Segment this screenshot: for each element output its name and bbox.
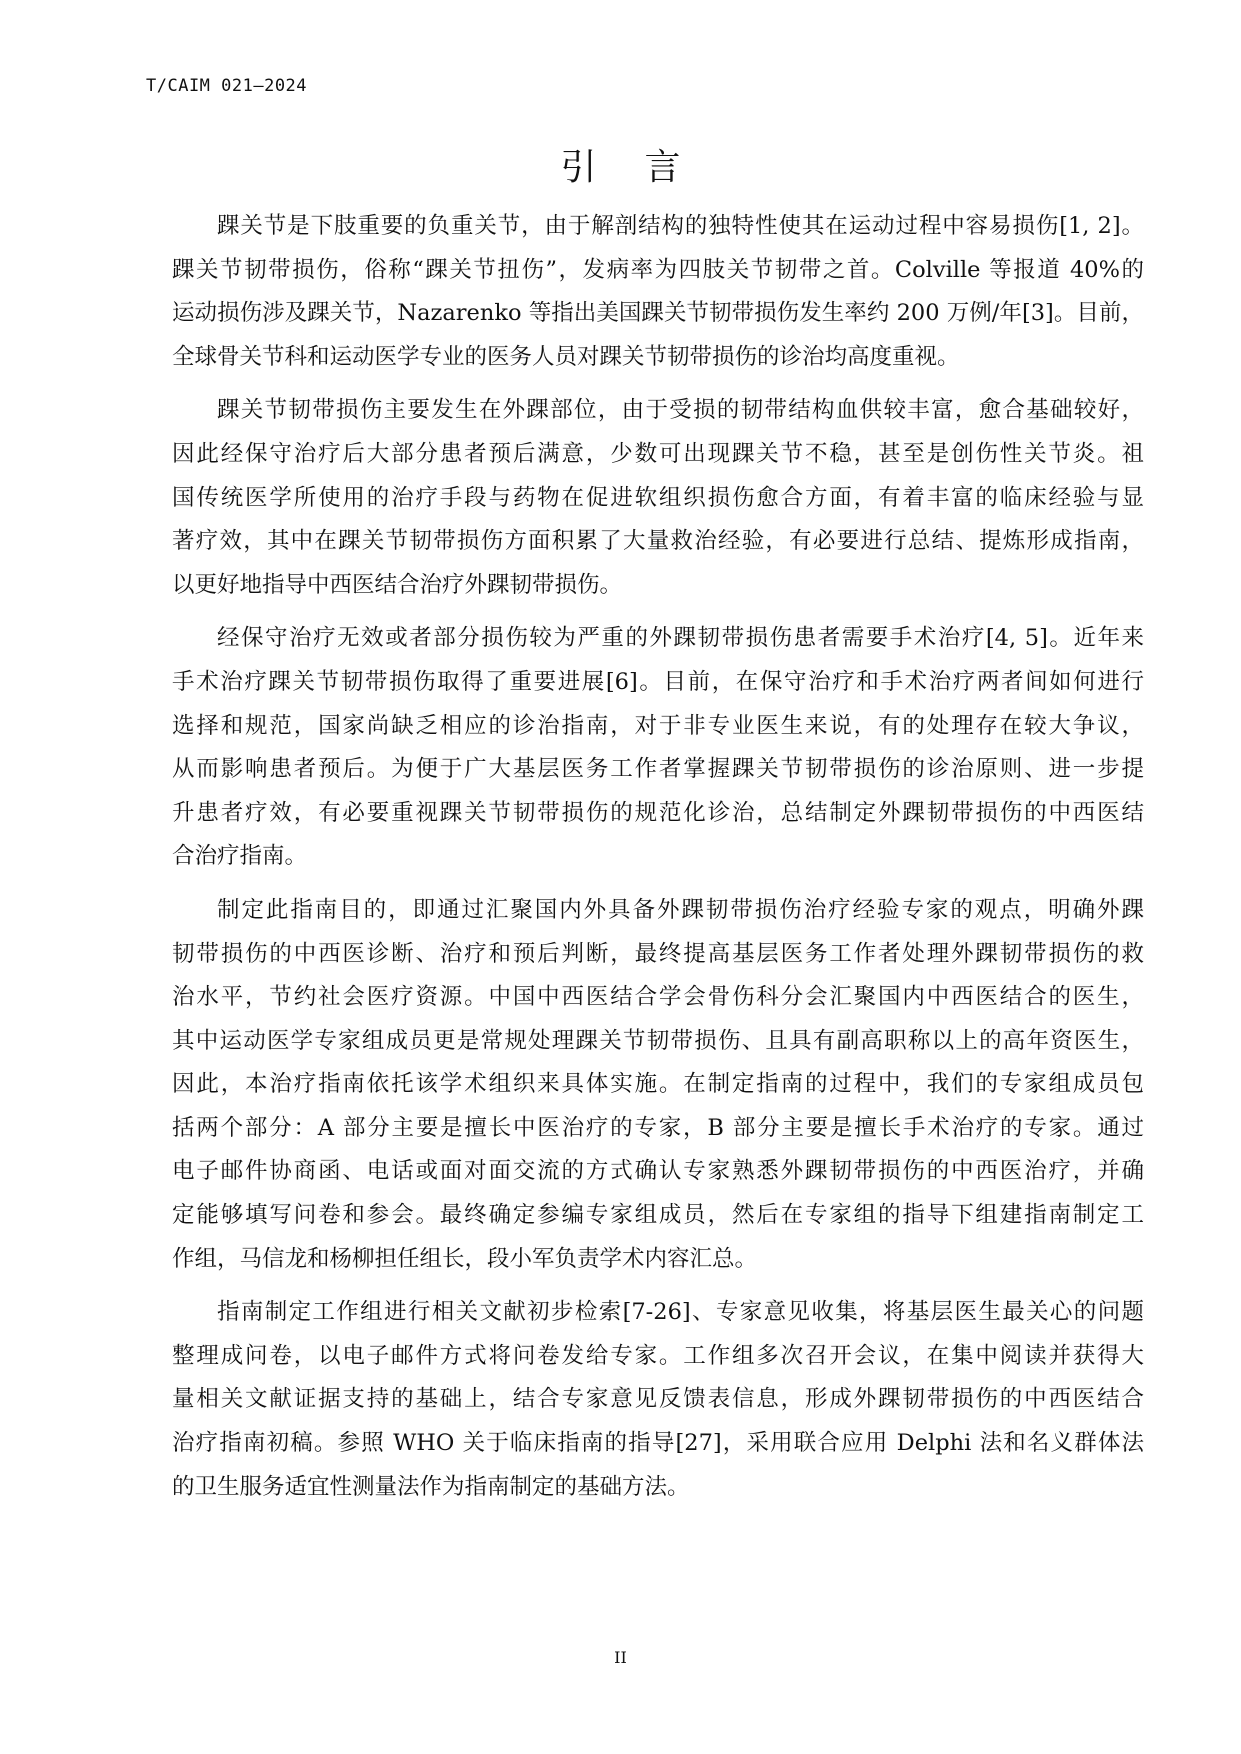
paragraph-line: 的卫生服务适宜性测量法作为指南制定的基础方法。	[172, 1473, 690, 1500]
paragraph-line: 整理成问卷，以电子邮件方式将问卷发给专家。工作组多次召开会议，在集中阅读并获得大	[172, 1342, 1144, 1369]
paragraph-line: 著疗效，其中在踝关节韧带损伤方面积累了大量救治经验，有必要进行总结、提炼形成指南，	[172, 528, 1144, 555]
paragraph-line: 治水平，节约社会医疗资源。中国中西医结合学会骨伤科分会汇聚国内中西医结合的医生，	[172, 984, 1144, 1011]
paragraph-line: 从而影响患者预后。为便于广大基层医务工作者掌握踝关节韧带损伤的诊治原则、进一步提	[172, 756, 1144, 783]
paragraph-line: 经保守治疗无效或者部分损伤较为严重的外踝韧带损伤患者需要手术治疗[4, 5]。近年来	[217, 625, 1144, 652]
paragraph-line: 以更好地指导中西医结合治疗外踝韧带损伤。	[172, 571, 623, 598]
standard-code: T/CAIM 021—2024	[146, 76, 308, 96]
paragraph	[172, 889, 1144, 1281]
paragraph-line: 因此，本治疗指南依托该学术组织来具体实施。在制定指南的过程中，我们的专家组成员包	[172, 1071, 1144, 1098]
document-body	[172, 205, 1144, 1519]
paragraph-line: 手术治疗踝关节韧带损伤取得了重要进展[6]。目前，在保守治疗和手术治疗两者间如何进行	[172, 668, 1144, 695]
paragraph-line: 踝关节韧带损伤主要发生在外踝部位，由于受损的韧带结构血供较丰富，愈合基础较好，	[217, 397, 1144, 424]
paragraph-line: 其中运动医学专家组成员更是常规处理踝关节韧带损伤、且具有副高职称以上的高年资医生，	[172, 1027, 1144, 1054]
paragraph-line: 全球骨关节科和运动医学专业的医务人员对踝关节韧带损伤的诊治均高度重视。	[172, 343, 960, 370]
paragraph-line: 作组，马信龙和杨柳担任组长，段小军负责学术内容汇总。	[172, 1245, 758, 1272]
paragraph-line: 踝关节是下肢重要的负重关节，由于解剖结构的独特性使其在运动过程中容易损伤[1, 2]。	[217, 213, 1144, 239]
paragraph	[172, 389, 1144, 607]
paragraph	[172, 1291, 1144, 1509]
paragraph-line: 括两个部分：A 部分主要是擅长中医治疗的专家，B 部分主要是擅长手术治疗的专家。通过	[172, 1114, 1144, 1141]
page-title: 引言	[560, 147, 729, 188]
paragraph-line: 定能够填写问卷和参会。最终确定参编专家组成员，然后在专家组的指导下组建指南制定工	[172, 1202, 1144, 1229]
paragraph-line: 电子邮件协商函、电话或面对面交流的方式确认专家熟悉外踝韧带损伤的中西医治疗，并确	[172, 1158, 1144, 1185]
paragraph	[172, 205, 1144, 379]
page-number: II	[614, 1648, 627, 1667]
paragraph-line: 选择和规范，国家尚缺乏相应的诊治指南，对于非专业医生来说，有的处理存在较大争议，	[172, 712, 1144, 739]
paragraph-line: 因此经保守治疗后大部分患者预后满意，少数可出现踝关节不稳，甚至是创伤性关节炎。祖	[172, 440, 1144, 467]
paragraph-line: 制定此指南目的，即通过汇聚国内外具备外踝韧带损伤治疗经验专家的观点，明确外踝	[217, 896, 1144, 923]
paragraph-line: 韧带损伤的中西医诊断、治疗和预后判断，最终提高基层医务工作者处理外踝韧带损伤的救	[172, 940, 1144, 967]
paragraph	[172, 617, 1144, 879]
paragraph-line: 踝关节韧带损伤，俗称“踝关节扭伤”，发病率为四肢关节韧带之首。Colville 等报道 40%的	[172, 256, 1144, 283]
paragraph-line: 量相关文献证据支持的基础上，结合专家意见反馈表信息，形成外踝韧带损伤的中西医结合	[172, 1386, 1144, 1413]
paragraph-line: 国传统医学所使用的治疗手段与药物在促进软组织损伤愈合方面，有着丰富的临床经验与显	[172, 484, 1144, 511]
paragraph-line: 治疗指南初稿。参照 WHO 关于临床指南的指导[27]，采用联合应用 Delphi 法和名义群体法	[172, 1430, 1144, 1457]
paragraph-line: 指南制定工作组进行相关文献初步检索[7-26]、专家意见收集，将基层医生最关心的问题	[217, 1299, 1144, 1326]
paragraph-line: 升患者疗效，有必要重视踝关节韧带损伤的规范化诊治，总结制定外踝韧带损伤的中西医结	[172, 799, 1144, 826]
paragraph-line: 运动损伤涉及踝关节，Nazarenko 等指出美国踝关节韧带损伤发生率约 200 万例/年[3]。目前，	[172, 300, 1144, 327]
paragraph-line: 合治疗指南。	[172, 843, 308, 870]
